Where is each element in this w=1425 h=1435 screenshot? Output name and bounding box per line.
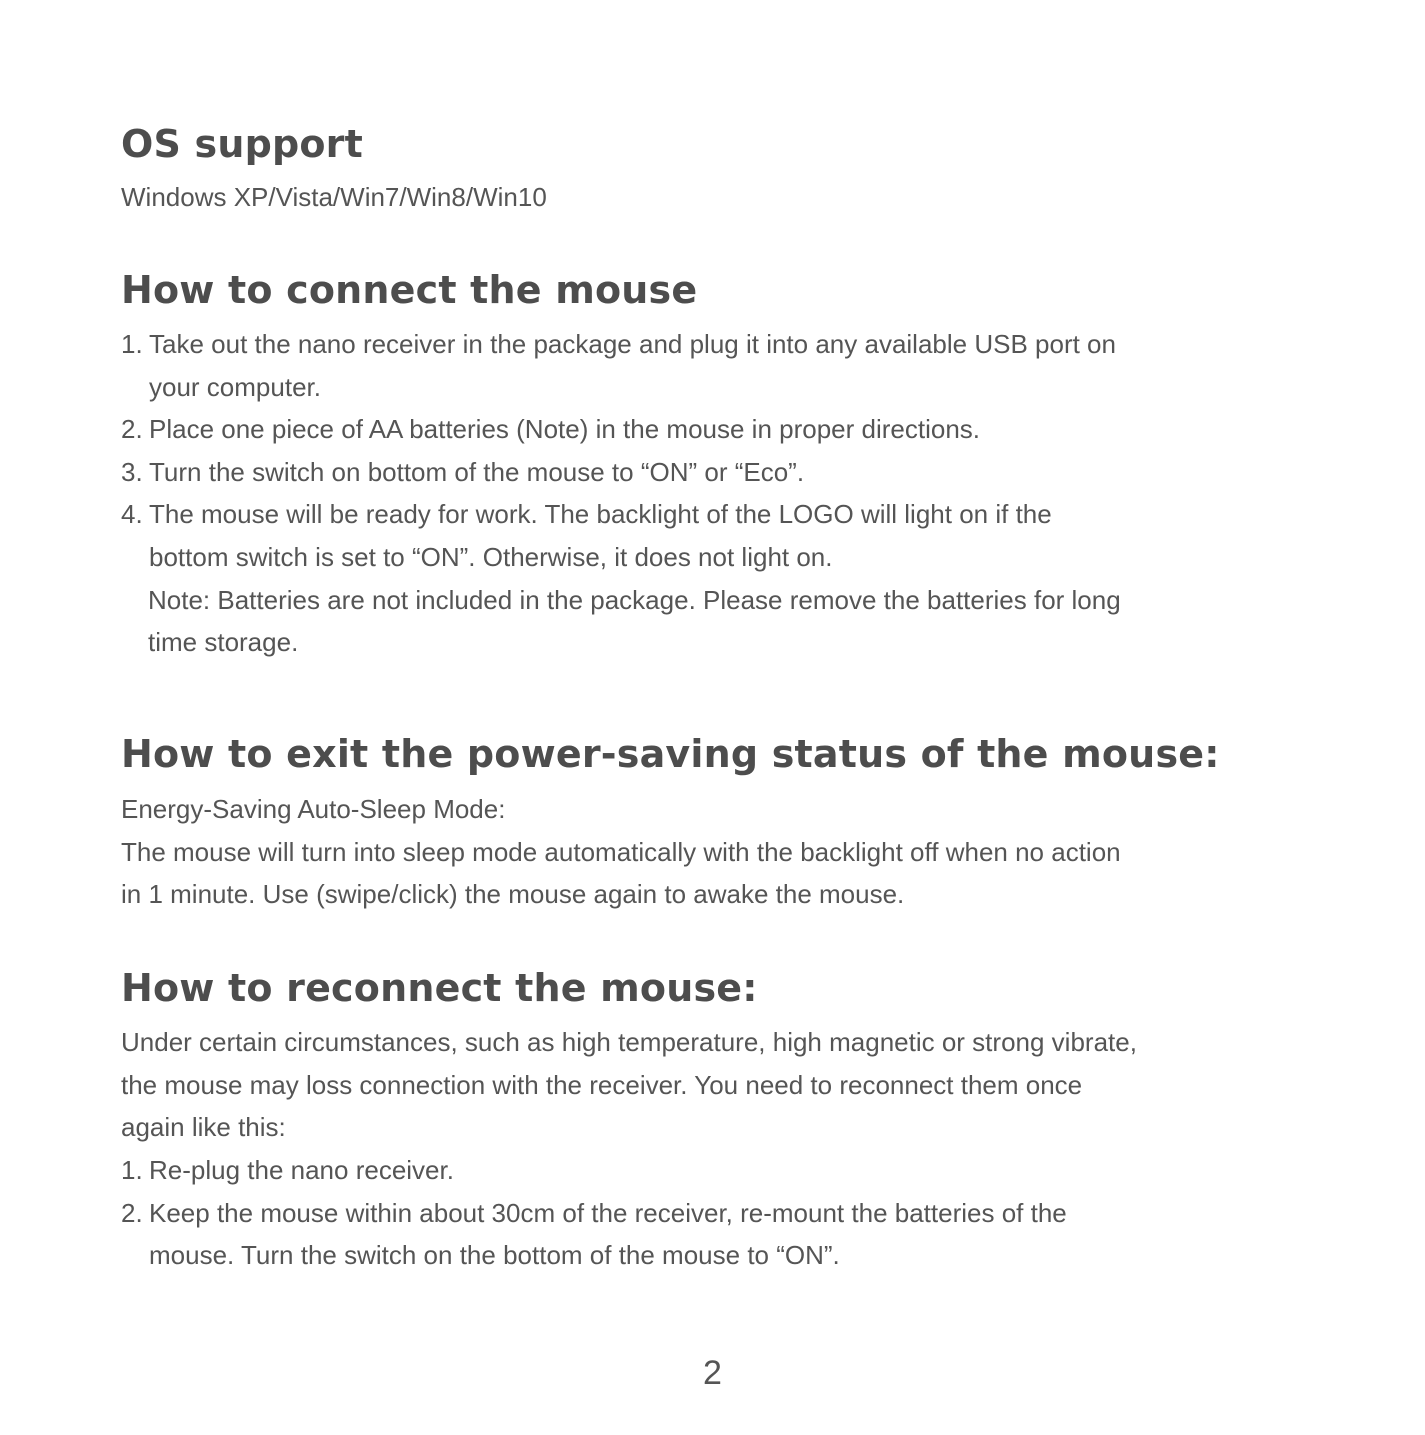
step-text: mouse. Turn the switch on the bottom of the mouse to “ON”.: [149, 1240, 840, 1271]
step-number: 2.: [121, 1197, 143, 1228]
step-text: bottom switch is set to “ON”. Otherwise, it does not light on.: [149, 541, 833, 572]
connect-heading: How to connect the mouse: [121, 268, 698, 312]
page-number: 2: [703, 1354, 722, 1392]
step-text: Place one piece of AA batteries (Note) in the mouse in proper directions.: [149, 414, 981, 445]
reconnect-steps: [121, 1149, 1067, 1277]
step-number: 4.: [121, 499, 143, 530]
os-support-heading: OS support: [121, 122, 363, 166]
step-text: The mouse will be ready for work. The backlight of the LOGO will light on if the: [149, 499, 1052, 530]
step-number: 1.: [121, 329, 143, 359]
list-item: [121, 323, 1121, 408]
note-text: time storage.: [148, 627, 299, 658]
step-text: Re-plug the nano receiver.: [149, 1155, 454, 1185]
step-number: 3.: [121, 456, 143, 487]
note: [121, 579, 1121, 664]
step-number: 1.: [121, 1155, 143, 1185]
power-saving-line: Energy-Saving Auto-Sleep Mode:: [121, 794, 506, 824]
step-number: 2.: [121, 414, 143, 445]
list-item: [121, 1149, 1067, 1192]
list-item: [121, 1192, 1067, 1277]
power-saving-heading: How to exit the power-saving status of the mouse:: [121, 732, 1220, 776]
note-text: Note: Batteries are not included in the package. Please remove the batteries for long: [148, 584, 1121, 615]
connect-steps: [121, 323, 1121, 664]
power-saving-text: [121, 788, 1121, 916]
power-saving-line: The mouse will turn into sleep mode automatically with the backlight off when no action: [121, 836, 1121, 867]
reconnect-intro-line: Under certain circumstances, such as high temperature, high magnetic or strong vibrate,: [121, 1027, 1137, 1057]
reconnect-intro-line: the mouse may loss connection with the receiver. You need to reconnect them once: [121, 1069, 1083, 1100]
step-text: Keep the mouse within about 30cm of the receiver, re-mount the batteries of the: [149, 1197, 1067, 1228]
reconnect-heading: How to reconnect the mouse:: [121, 966, 758, 1010]
reconnect-intro-line: again like this:: [121, 1112, 286, 1143]
step-text: your computer.: [149, 371, 321, 402]
list-item: [121, 493, 1121, 578]
reconnect-intro: [121, 1021, 1137, 1149]
os-support-text: Windows XP/Vista/Win7/Win8/Win10: [121, 182, 547, 212]
list-item: [121, 451, 1121, 494]
power-saving-line: in 1 minute. Use (swipe/click) the mouse again to awake the mouse.: [121, 879, 905, 910]
list-item: [121, 408, 1121, 451]
step-text: Take out the nano receiver in the package and plug it into any available USB port on: [149, 329, 1116, 359]
step-text: Turn the switch on bottom of the mouse to “ON” or “Eco”.: [149, 456, 805, 487]
